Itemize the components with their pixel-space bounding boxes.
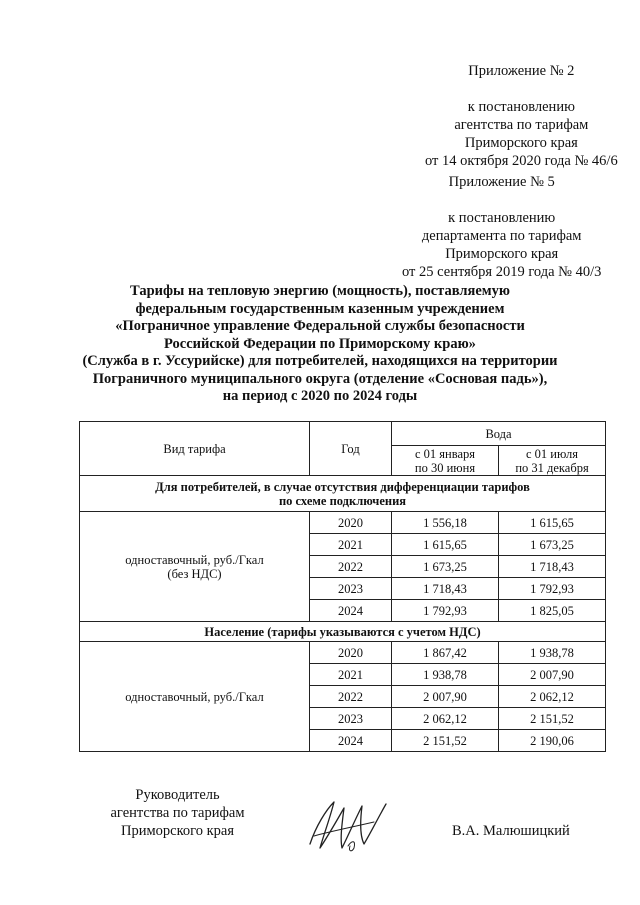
table-row [80, 512, 606, 534]
tariff-h2-cell: 2 007,90 [499, 664, 606, 686]
appendix-2-line: к постановлению [467, 99, 575, 115]
header-tariff-type: Вид тарифа [80, 422, 310, 476]
title-line: на период с 2020 по 2024 годы [222, 388, 418, 404]
tariff-type-cell [80, 512, 310, 622]
tariff-table [79, 421, 606, 752]
appendix-5-line: департамента по тарифам [421, 228, 582, 244]
header-period-2-line: по 31 декабря [515, 460, 589, 475]
year-cell: 2023 [310, 708, 392, 730]
tariff-h2-cell: 2 062,12 [499, 686, 606, 708]
title-line: федеральным государственным казенным учреждением [135, 300, 505, 317]
tariff-h1-cell: 2 151,52 [392, 730, 499, 752]
appendix-2-heading: Приложение № 2 [468, 63, 575, 79]
year-cell: 2021 [310, 664, 392, 686]
tariff-h1-cell: 2 062,12 [392, 708, 499, 730]
year-cell: 2022 [310, 686, 392, 708]
section-title-row [80, 622, 606, 642]
signatory-position-line: агентства по тарифам [110, 805, 245, 821]
title-line: Российской Федерации по Приморскому краю» [164, 335, 476, 352]
document-title [60, 283, 580, 406]
section-title-line: Для потребителей, в случае отсутствия дифференциации тарифов [155, 479, 530, 494]
title-line: (Служба в г. Уссурийске) для потребителей, находящихся на территории [82, 353, 558, 369]
appendix-2-line: Приморского края [464, 135, 578, 151]
tariff-h2-cell: 2 190,06 [499, 730, 606, 752]
appendix-5-line: Приморского края [445, 246, 559, 262]
year-cell: 2020 [310, 642, 392, 664]
tariff-h1-cell: 1 938,78 [392, 664, 499, 686]
section-title: Население (тарифы указываются с учетом НДС) [80, 622, 606, 642]
appendix-5-heading: Приложение № 5 [448, 174, 555, 190]
year-cell: 2024 [310, 600, 392, 622]
tariff-h1-cell: 1 792,93 [392, 600, 499, 622]
appendix-5-line: от 25 сентября 2019 года № 40/3 [402, 264, 602, 280]
tariff-h2-cell: 1 825,05 [499, 600, 606, 622]
title-line: Пограничного муниципального округа (отделение «Сосновая падь»), [92, 370, 548, 387]
section-title-row [80, 476, 606, 512]
appendix-2-line: от 14 октября 2020 года № 46/6 [425, 153, 618, 169]
signatory-position-line: Приморского края [120, 823, 234, 839]
tariff-h1-cell: 1 867,42 [392, 642, 499, 664]
table-row [80, 642, 606, 664]
year-cell: 2022 [310, 556, 392, 578]
tariff-h1-cell: 1 556,18 [392, 512, 499, 534]
header-period-1-line: по 30 июня [414, 460, 476, 475]
tariff-h2-cell: 1 718,43 [499, 556, 606, 578]
signatory-position-line: Руководитель [135, 787, 220, 803]
year-cell: 2020 [310, 512, 392, 534]
section-title-line: по схеме подключения [278, 493, 407, 508]
tariff-type-line: одноставочный, руб./Гкал [125, 552, 264, 567]
appendix-2-line: агентства по тарифам [454, 117, 589, 133]
tariff-type-line: (без НДС) [167, 566, 222, 581]
title-line: «Пограничное управление Федеральной службы безопасности [115, 318, 525, 334]
header-row [80, 422, 606, 446]
year-cell: 2021 [310, 534, 392, 556]
tariff-h2-cell: 1 792,93 [499, 578, 606, 600]
tariff-h2-cell: 2 151,52 [499, 708, 606, 730]
tariff-h1-cell: 2 007,90 [392, 686, 499, 708]
handwritten-signature [304, 796, 390, 856]
header-year: Год [310, 422, 392, 476]
header-period-1-line: с 01 января [414, 446, 476, 461]
appendix-2-block [425, 62, 618, 170]
title-line: Тарифы на тепловую энергию (мощность), поставляемую [130, 283, 510, 299]
tariff-h2-cell: 1 673,25 [499, 534, 606, 556]
tariff-h2-cell: 1 615,65 [499, 512, 606, 534]
signatory-name: В.А. Малюшицкий [452, 823, 570, 839]
appendix-5-line: к постановлению [448, 210, 556, 226]
section-title [80, 476, 606, 512]
header-period-2-line: с 01 июля [526, 446, 579, 461]
tariff-type-cell [80, 642, 310, 752]
tariff-type-line: одноставочный, руб./Гкал [125, 689, 264, 704]
tariff-h1-cell: 1 673,25 [392, 556, 499, 578]
header-period-1 [392, 446, 499, 476]
tariff-h1-cell: 1 718,43 [392, 578, 499, 600]
tariff-h2-cell: 1 938,78 [499, 642, 606, 664]
year-cell: 2024 [310, 730, 392, 752]
year-cell: 2023 [310, 578, 392, 600]
header-water: Вода [392, 422, 606, 446]
appendix-5-block [402, 173, 601, 281]
tariff-h1-cell: 1 615,65 [392, 534, 499, 556]
signatory-position [95, 786, 260, 840]
header-period-2 [499, 446, 606, 476]
